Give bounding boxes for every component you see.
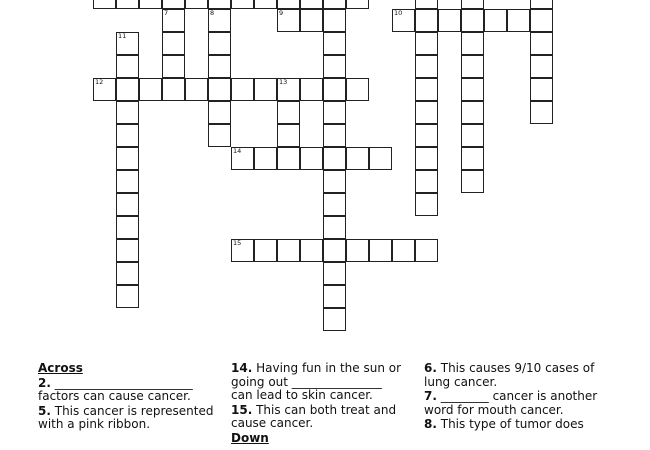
- clue-down-8: [424, 418, 600, 432]
- clue-number: 7.: [424, 389, 437, 403]
- crossword-cell[interactable]: [530, 78, 553, 101]
- crossword-cell[interactable]: [116, 170, 139, 193]
- crossword-cell[interactable]: [116, 0, 139, 9]
- crossword-cell[interactable]: [277, 0, 300, 9]
- crossword-cell[interactable]: [277, 147, 300, 170]
- crossword-cell[interactable]: [277, 124, 300, 147]
- crossword-cell[interactable]: [277, 78, 300, 101]
- crossword-cell[interactable]: [323, 32, 346, 55]
- crossword-cell[interactable]: [116, 262, 139, 285]
- crossword-cell[interactable]: [461, 55, 484, 78]
- clues-column-2: [231, 362, 403, 446]
- crossword-cell[interactable]: [277, 101, 300, 124]
- crossword-cell[interactable]: [461, 124, 484, 147]
- clue-text: This causes 9/10 cases of lung cancer.: [424, 361, 595, 389]
- crossword-cell[interactable]: [162, 32, 185, 55]
- crossword-cell[interactable]: [116, 55, 139, 78]
- clue-text: Having fun in the sun or going out _______________ can lead to skin cancer.: [231, 361, 402, 402]
- crossword-cell[interactable]: [139, 78, 162, 101]
- crossword-cell[interactable]: [530, 55, 553, 78]
- down-heading: Down: [231, 430, 269, 445]
- crossword-cell[interactable]: [162, 78, 185, 101]
- clue-down-7: [424, 390, 600, 417]
- crossword-cell[interactable]: [369, 147, 392, 170]
- crossword-cell[interactable]: [323, 9, 346, 32]
- crossword-cell[interactable]: [93, 0, 116, 9]
- crossword-cell[interactable]: [530, 9, 553, 32]
- crossword-cell[interactable]: [392, 9, 415, 32]
- crossword-cell[interactable]: [415, 9, 438, 32]
- clue-number-label: 13: [279, 78, 288, 86]
- crossword-cell[interactable]: [461, 147, 484, 170]
- crossword-cell[interactable]: [346, 147, 369, 170]
- crossword-cell[interactable]: [415, 101, 438, 124]
- clue-number-label: 14: [233, 147, 242, 155]
- clue-number-label: 11: [118, 32, 127, 40]
- clue-number: 5.: [38, 403, 51, 418]
- crossword-cell[interactable]: [208, 9, 231, 32]
- crossword-cell[interactable]: [461, 101, 484, 124]
- crossword-cell[interactable]: [415, 170, 438, 193]
- clue-number: 8.: [424, 417, 437, 431]
- crossword-cell[interactable]: [254, 239, 277, 262]
- clue-number-label: 7: [164, 9, 169, 17]
- clue-across-5: [38, 405, 218, 432]
- crossword-cell[interactable]: [346, 78, 369, 101]
- crossword-cell[interactable]: [346, 239, 369, 262]
- clue-across-2: [38, 377, 218, 404]
- clue-number-label: 15: [233, 239, 242, 247]
- crossword-cell[interactable]: [93, 78, 116, 101]
- crossword-cell[interactable]: [162, 55, 185, 78]
- crossword-cell[interactable]: [277, 239, 300, 262]
- crossword-cell[interactable]: [208, 55, 231, 78]
- crossword-cell[interactable]: [461, 0, 484, 9]
- crossword-cell[interactable]: [438, 9, 461, 32]
- crossword-cell[interactable]: [300, 78, 323, 101]
- clue-number: 15.: [231, 402, 253, 417]
- clue-text: This cancer is represented with a pink ribbon.: [38, 403, 214, 431]
- crossword-cell[interactable]: [300, 239, 323, 262]
- crossword-cell[interactable]: [461, 32, 484, 55]
- crossword-cell[interactable]: [116, 124, 139, 147]
- clue-number-label: 9: [279, 9, 284, 17]
- crossword-cell[interactable]: [208, 124, 231, 147]
- crossword-cell[interactable]: [116, 239, 139, 262]
- crossword-cell[interactable]: [461, 9, 484, 32]
- crossword-cell[interactable]: [392, 239, 415, 262]
- crossword-cell[interactable]: [369, 239, 392, 262]
- clue-down-6: [424, 362, 600, 389]
- crossword-cell[interactable]: [185, 78, 208, 101]
- crossword-cell[interactable]: [415, 124, 438, 147]
- clue-number: 2.: [38, 375, 51, 390]
- crossword-cell[interactable]: [162, 0, 185, 9]
- crossword-cell[interactable]: [415, 239, 438, 262]
- crossword-cell[interactable]: [323, 193, 346, 216]
- crossword-cell[interactable]: [323, 216, 346, 239]
- crossword-cell[interactable]: [208, 32, 231, 55]
- crossword-cell[interactable]: [461, 170, 484, 193]
- crossword-cell[interactable]: [254, 78, 277, 101]
- clue-across-14: [231, 362, 403, 403]
- crossword-cell[interactable]: [231, 147, 254, 170]
- crossword-cell[interactable]: [323, 147, 346, 170]
- crossword-cell[interactable]: [231, 239, 254, 262]
- clue-across-15: [231, 404, 403, 431]
- crossword-cell[interactable]: [300, 9, 323, 32]
- crossword-cell[interactable]: [116, 78, 139, 101]
- crossword-cell[interactable]: [507, 9, 530, 32]
- crossword-cell[interactable]: [415, 147, 438, 170]
- crossword-cell[interactable]: [323, 170, 346, 193]
- clues-column-1: [38, 362, 218, 433]
- clues-column-3: [424, 362, 600, 433]
- crossword-cell[interactable]: [116, 193, 139, 216]
- crossword-cell[interactable]: [185, 0, 208, 9]
- crossword-cell[interactable]: [208, 0, 231, 9]
- crossword-cell[interactable]: [300, 0, 323, 9]
- crossword-cell[interactable]: [254, 147, 277, 170]
- crossword-cell[interactable]: [415, 193, 438, 216]
- crossword-cell[interactable]: [116, 101, 139, 124]
- crossword-cell[interactable]: [231, 78, 254, 101]
- crossword-cell[interactable]: [484, 9, 507, 32]
- crossword-cell[interactable]: [323, 124, 346, 147]
- crossword-cell[interactable]: [231, 0, 254, 9]
- crossword-cell[interactable]: [208, 101, 231, 124]
- crossword-cell[interactable]: [415, 78, 438, 101]
- clue-number-label: 10: [394, 9, 403, 17]
- crossword-cell[interactable]: [415, 55, 438, 78]
- crossword-cell[interactable]: [300, 147, 323, 170]
- crossword-cell[interactable]: [116, 216, 139, 239]
- crossword-cell[interactable]: [415, 0, 438, 9]
- crossword-cell[interactable]: [415, 32, 438, 55]
- crossword-cell[interactable]: [208, 78, 231, 101]
- crossword-cell[interactable]: [323, 0, 346, 9]
- crossword-cell[interactable]: [116, 147, 139, 170]
- clue-number: 6.: [424, 361, 437, 375]
- crossword-cell[interactable]: [323, 78, 346, 101]
- clue-number-label: 12: [95, 78, 104, 86]
- crossword-cell[interactable]: [277, 9, 300, 32]
- crossword-cell[interactable]: [323, 55, 346, 78]
- crossword-cell[interactable]: [530, 0, 553, 9]
- crossword-cell[interactable]: [323, 308, 346, 331]
- across-heading: Across: [38, 361, 83, 375]
- clue-number-label: 8: [210, 9, 215, 17]
- crossword-cell[interactable]: [116, 32, 139, 55]
- crossword-cell[interactable]: [346, 0, 369, 9]
- clue-text: ________ cancer is another word for mouth cancer.: [424, 389, 598, 417]
- crossword-cell[interactable]: [116, 285, 139, 308]
- crossword-cell[interactable]: [139, 0, 162, 9]
- clue-text: _______________________ factors can cause cancer.: [38, 375, 193, 403]
- crossword-cell[interactable]: [323, 239, 346, 262]
- crossword-cell[interactable]: [162, 9, 185, 32]
- clue-text: This type of tumor does: [440, 417, 584, 431]
- crossword-cell[interactable]: [530, 32, 553, 55]
- crossword-cell[interactable]: [254, 0, 277, 9]
- crossword-cell[interactable]: [323, 262, 346, 285]
- clue-number: 14.: [231, 361, 253, 375]
- crossword-cell[interactable]: [323, 285, 346, 308]
- crossword-cell[interactable]: [530, 101, 553, 124]
- clue-text: This can both treat and cause cancer.: [231, 402, 397, 430]
- crossword-cell[interactable]: [461, 78, 484, 101]
- crossword-cell[interactable]: [323, 101, 346, 124]
